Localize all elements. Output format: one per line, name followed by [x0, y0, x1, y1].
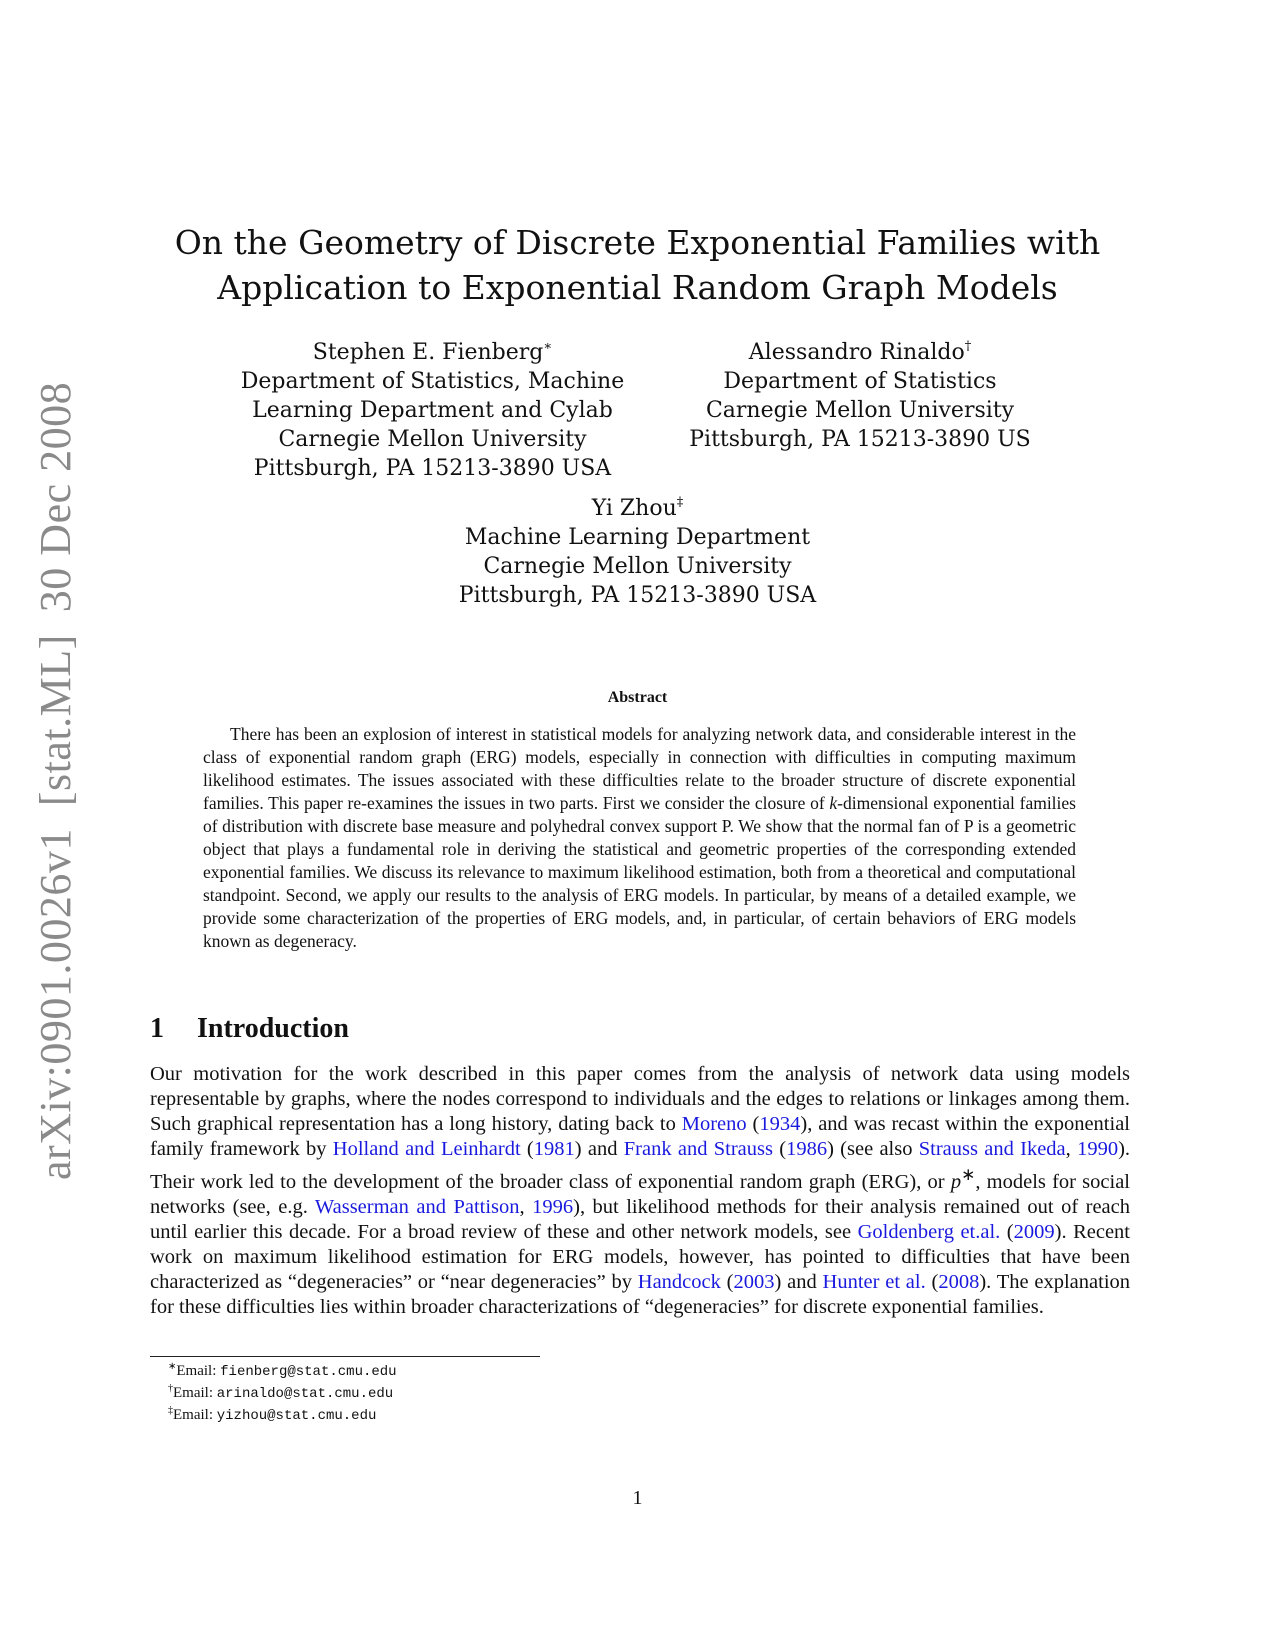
math-P: P — [721, 816, 730, 836]
math-p: p — [950, 1170, 962, 1193]
citation-link-wasserman[interactable]: Wasserman and Pattison — [314, 1195, 520, 1218]
abstract-heading: Abstract — [607, 689, 668, 706]
citation-link-strauss[interactable]: Strauss and Ikeda — [918, 1138, 1066, 1160]
author-block-rinaldo — [675, 338, 1045, 454]
introduction-paragraph: Our motivation for the work described in this paper comes from the analysis of network data using models representable by graphs, where the nodes correspond to individuals and the edges to relations or linkages among them. Such graphical representation has a long history, dating back to Moreno (1934), and was recast within the exponential family framework by Holland and Leinhardt (1981) and Frank and Strauss (1986) (see also Strauss and Ikeda, 1990). Their work led to the development of the broader class of exponential random graph (ERG), or p∗, models for social networks (see, e.g. Wasserman and Pattison, 1996), but likelihood methods for their analysis remained out of reach until earlier this decade. For a broad review of these and other network models, see Goldenberg et.al. (2009). Recent work on maximum likelihood estimation for ERG models, however, has pointed to difficulties that have been characterized as “degeneracies” or “near degeneracies” by Handcock (2003) and Hunter et al. (2008). The explanation for these difficulties lies within broader characterizations of “degeneracies” for discrete exponential families. — [150, 1063, 1131, 1318]
email-address[interactable]: arinaldo@stat.cmu.edu — [216, 1386, 394, 1402]
citation-year-link[interactable]: 1986 — [786, 1138, 828, 1160]
page-number: 1 — [632, 1487, 643, 1509]
arxiv-category: [stat.ML] — [31, 634, 80, 807]
citation-year-link[interactable]: 1996 — [532, 1195, 574, 1218]
arxiv-id: arXiv:0901.0026v1 — [31, 828, 80, 1180]
arxiv-stamp — [30, 360, 81, 1180]
title-line-2: Application to Exponential Random Graph Models — [217, 268, 1058, 307]
citation-year-link[interactable]: 2003 — [733, 1270, 775, 1293]
footnote: ∗Email: fienberg@stat.cmu.edu — [168, 1361, 397, 1380]
section-title: Introduction — [197, 1013, 349, 1044]
affiliation-line: Carnegie Mellon University — [483, 554, 792, 579]
affiliation-line: Pittsburgh, PA 15213-3890 US — [689, 427, 1031, 452]
email-address[interactable]: fienberg@stat.cmu.edu — [220, 1364, 397, 1380]
citation-year-link[interactable]: 1981 — [533, 1138, 575, 1160]
citation-link-frank[interactable]: Frank and Strauss — [623, 1138, 773, 1160]
citation-link-hunter[interactable]: Hunter et al. — [822, 1270, 926, 1293]
affiliation-line: Carnegie Mellon University — [705, 398, 1015, 423]
footnotes — [168, 1361, 397, 1427]
author-name: Stephen E. Fienberg — [312, 340, 544, 365]
citation-year-link[interactable]: 1934 — [759, 1113, 801, 1135]
arxiv-date: 30 Dec 2008 — [31, 381, 80, 613]
footnote-divider — [150, 1356, 540, 1357]
author-block-zhou — [440, 494, 835, 610]
affiliation-line: Learning Department and Cylab — [252, 398, 613, 423]
footnote-mark[interactable]: ‡ — [676, 495, 684, 510]
math-star: ∗ — [961, 1165, 976, 1184]
affiliation-line: Carnegie Mellon University — [278, 427, 587, 452]
affiliation-line: Department of Statistics — [723, 369, 997, 394]
author-name: Yi Zhou — [591, 496, 677, 521]
paper-title — [150, 220, 1125, 310]
affiliation-line: Machine Learning Department — [464, 525, 811, 550]
citation-link-moreno[interactable]: Moreno — [681, 1113, 747, 1135]
email-address[interactable]: yizhou@stat.cmu.edu — [216, 1408, 377, 1424]
footnote: †Email: arinaldo@stat.cmu.edu — [168, 1383, 394, 1402]
section-heading-introduction — [150, 1013, 349, 1045]
abstract-text: There has been an explosion of interest in statistical models for analyzing network data, and considerable interest in the class of exponential random graph (ERG) models, especially in connection with difficulties in computing maximum likelihood estimates. The issues associated with these difficulties relate to the broader structure of discrete exponential families. This paper re-examines the issues in two parts. First we consider the closure of k-dimensional exponential families of distribution with discrete base measure and polyhedral convex support P. We show that the normal fan of P is a geometric object that plays a fundamental role in deriving the statistical and geometric properties of the corresponding extended exponential families. We discuss its relevance to maximum likelihood estimation, both from a theoretical and computational standpoint. Second, we apply our results to the analysis of ERG models. In particular, by means of a detailed example, we provide some characterization of the properties of ERG models, and, in particular, of certain behaviors of ERG models known as degeneracy. — [203, 724, 1076, 951]
footnote: ‡Email: yizhou@stat.cmu.edu — [168, 1405, 377, 1424]
citation-year-link[interactable]: 2009 — [1013, 1220, 1055, 1243]
affiliation-line: Pittsburgh, PA 15213-3890 USA — [458, 583, 817, 608]
citation-year-link[interactable]: 2008 — [938, 1270, 980, 1293]
title-line-1: On the Geometry of Discrete Exponential Families with — [174, 223, 1101, 262]
citation-link-holland[interactable]: Holland and Leinhardt — [332, 1138, 521, 1160]
math-P: P — [963, 816, 973, 836]
affiliation-line: Pittsburgh, PA 15213-3890 USA — [253, 456, 612, 481]
footnote-mark[interactable]: † — [964, 339, 972, 354]
citation-year-link[interactable]: 1990 — [1077, 1138, 1119, 1160]
citation-link-goldenberg[interactable]: Goldenberg et.al. — [857, 1220, 1001, 1243]
section-number: 1 — [150, 1013, 164, 1044]
footnote-mark[interactable]: ∗ — [543, 339, 553, 354]
math-k: k — [829, 793, 838, 813]
author-block-fienberg — [235, 338, 630, 483]
affiliation-line: Department of Statistics, Machine — [240, 369, 625, 394]
citation-link-handcock[interactable]: Handcock — [637, 1270, 721, 1293]
author-name: Alessandro Rinaldo — [748, 340, 965, 365]
